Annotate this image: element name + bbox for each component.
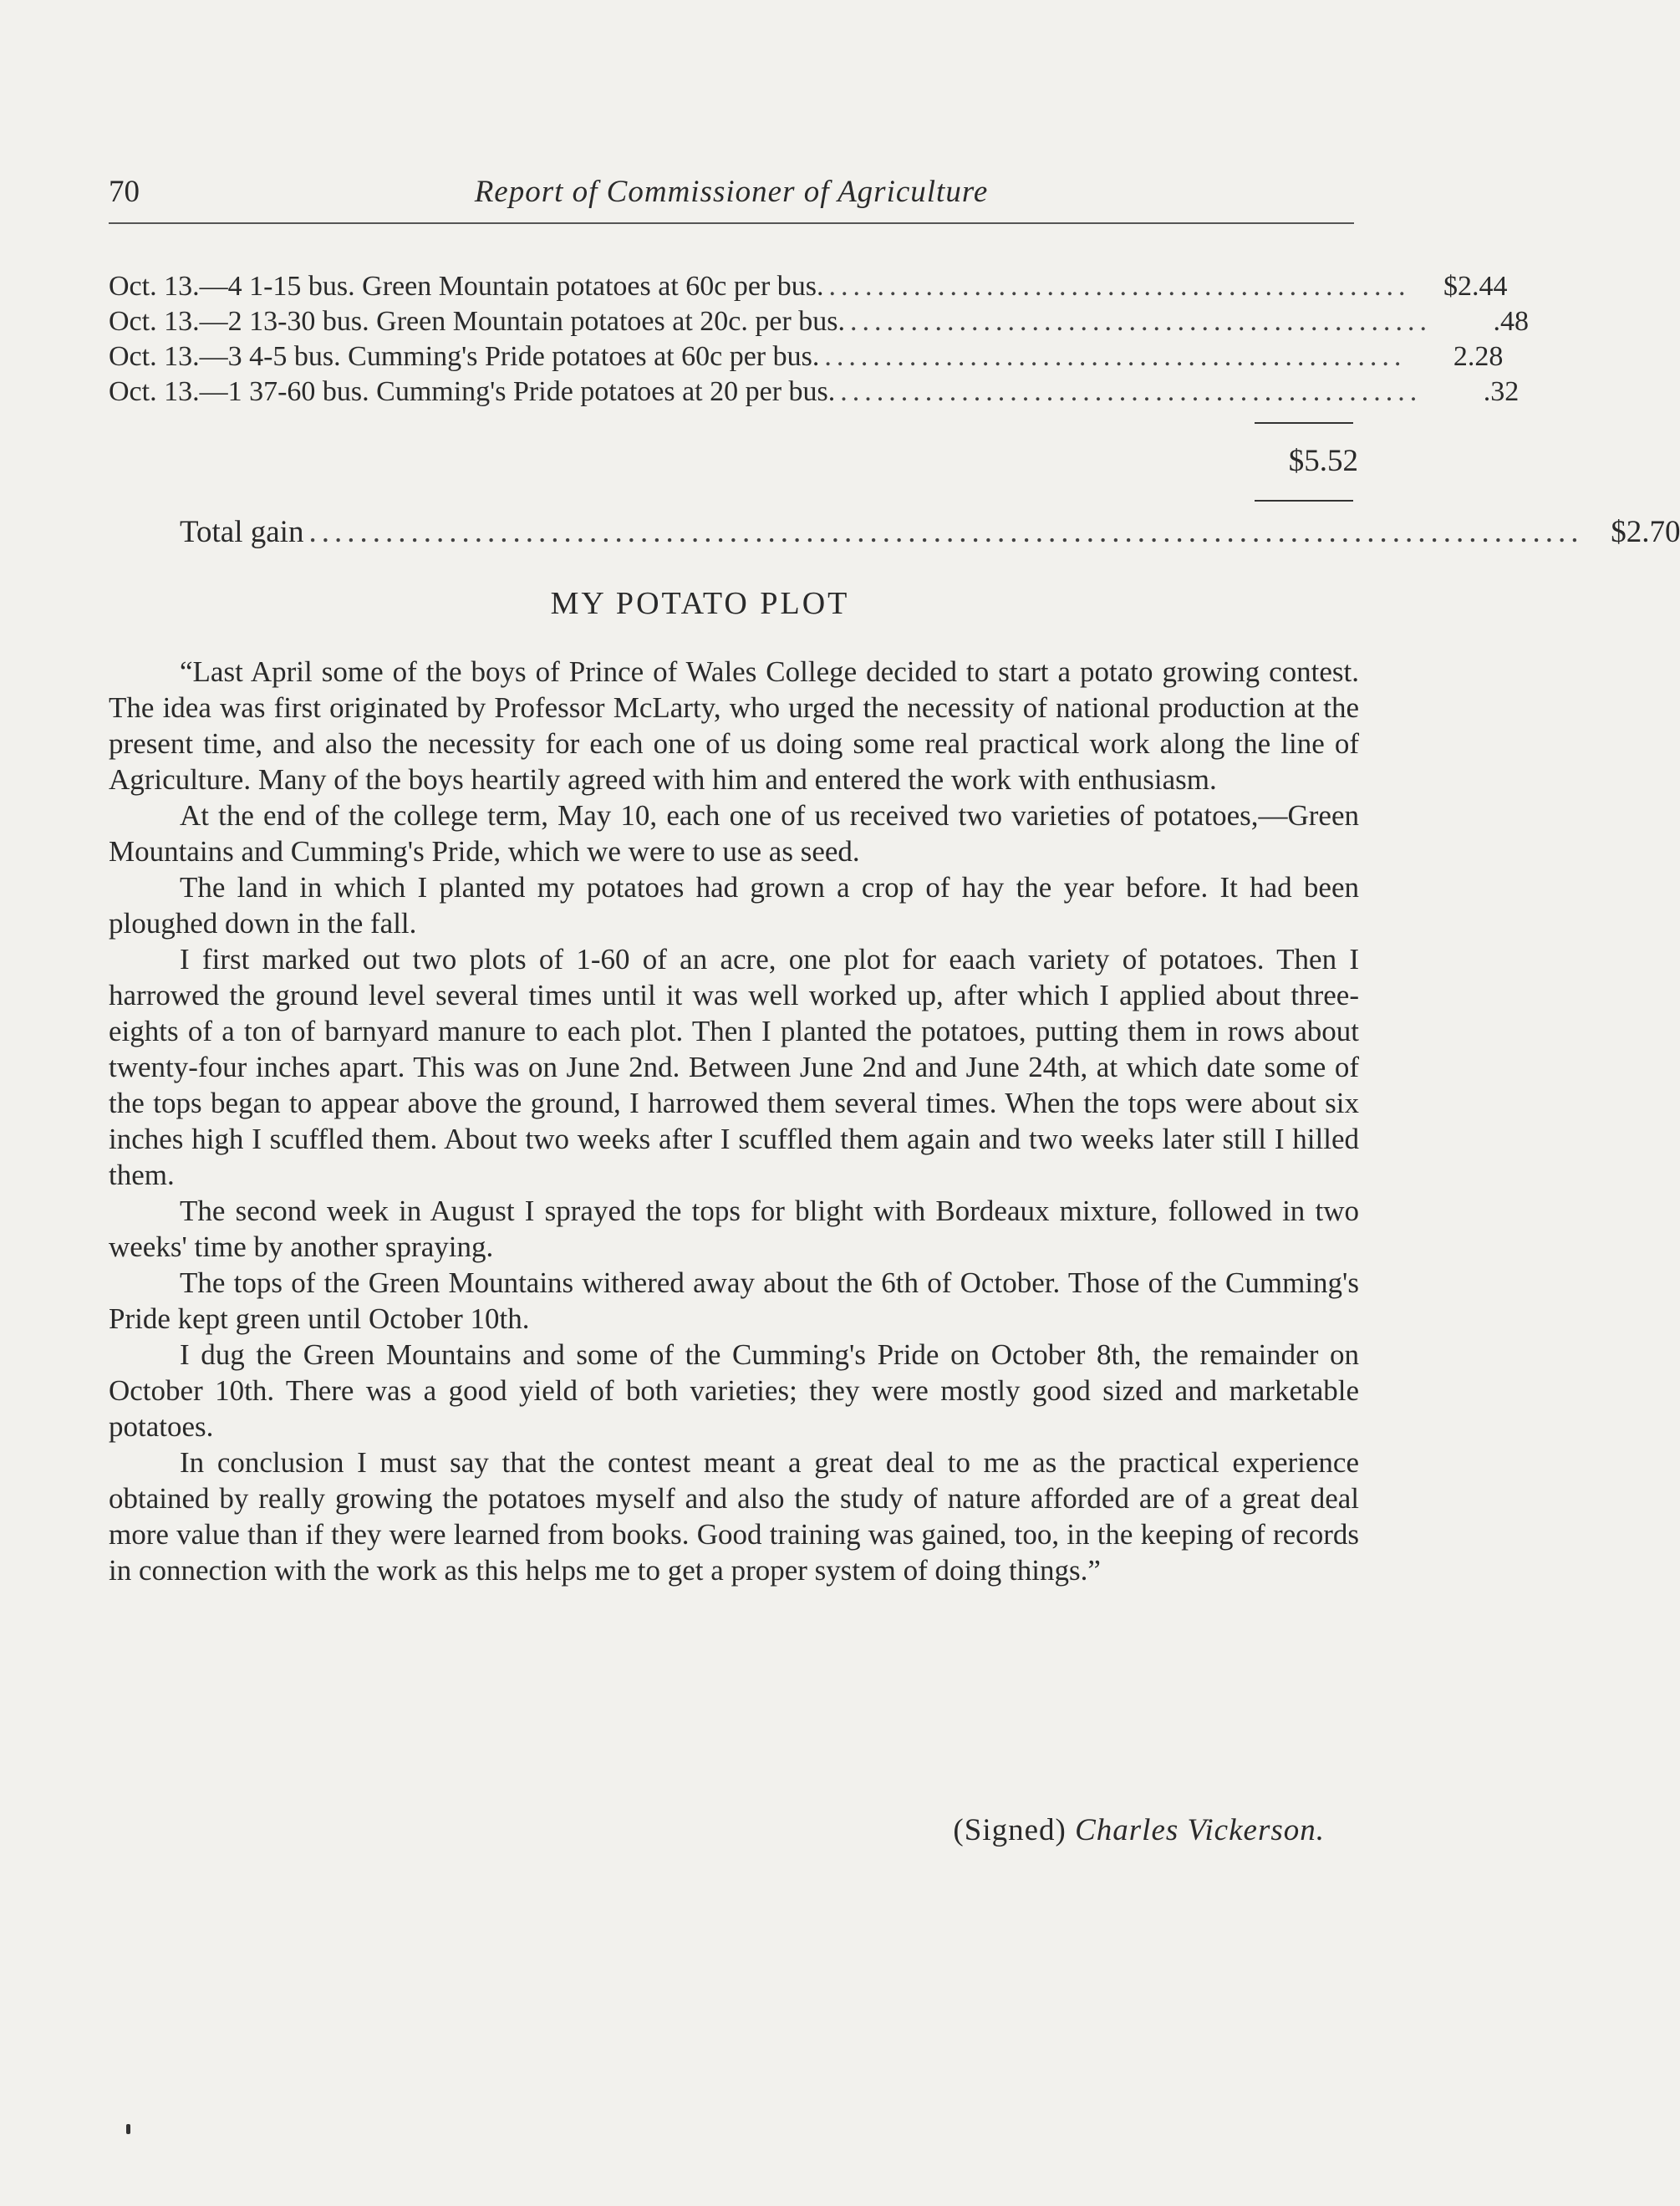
ledger-table (109, 269, 1529, 410)
paragraph: The tops of the Green Mountains withered away about the 6th of October. Those of the Cumming's Pride kept green until October 10th. (109, 1266, 1359, 1335)
page-mark (126, 2124, 130, 2134)
leader-dots: ................................................ (828, 271, 1411, 302)
article-body (109, 654, 1359, 1588)
running-title: Report of Commissioner of Agriculture (474, 175, 989, 209)
ledger-row (109, 374, 1520, 410)
signature-name: Charles Vickerson. (1075, 1813, 1325, 1847)
ledger-description: Oct. 13.—1 37-60 bus. Cumming's Pride potatoes at 20 per bus. (109, 376, 836, 407)
ledger-description: Oct. 13.—3 4-5 bus. Cumming's Pride potatoes at 60c per bus. (109, 341, 820, 372)
ledger-row (109, 339, 1504, 374)
paragraph: I dug the Green Mountains and some of the Cumming's Pride on October 8th, the remainder on October 10th. There was a good yield of both varieties; they were mostly good sized and marketable potatoes. (109, 1338, 1359, 1443)
paragraph: I first marked out two plots of 1-60 of an acre, one plot for eaach variety of potatoes. Then I harrowed the ground level several times until it was well worked up, after which I applied about three-eights of a ton of barnyard manure to each plot. Then I planted the potatoes, putting them in rows about twenty-four inches apart. This was on June 2nd. Between June 2nd and June 24th, at which date some of the tops began to appear above the ground, I harrowed them several times. When the tops were about six inches high I scuffled them. About two weeks after I scuffled them again and two weeks later still I hilled them. (109, 943, 1359, 1191)
leader-dots: ................................................ (850, 306, 1432, 337)
subtotal-amount: $5.52 (1288, 444, 1358, 478)
paragraph: At the end of the college term, May 10, each one of us received two varieties of potatoes,—Green Mountains and Cumming's Pride, which we were to use as seed. (109, 799, 1359, 868)
ledger-amount: $2.44 (1443, 271, 1508, 302)
subtotal-rule (1255, 422, 1353, 424)
paragraph: “Last April some of the boys of Prince of Wales College decided to start a potato growing contest. The idea was first originated by Professor McLarty, who urged the necessity of national production at the present time, and also the necessity for each one of us doing some real practical work along the line of Agriculture. Many of the boys heartily agreed with him and entered the work with enthusiasm. (109, 655, 1359, 796)
total-gain-label: Total gain (180, 515, 304, 549)
paragraph: The second week in August I sprayed the tops for blight with Bordeaux mixture, followed in two weeks' time by another spraying. (109, 1195, 1359, 1263)
ledger-description: Oct. 13.—4 1-15 bus. Green Mountain potatoes at 60c per bus. (109, 271, 824, 302)
leader-dots: ................................................ (824, 341, 1407, 372)
section-title: MY POTATO PLOT (550, 586, 850, 621)
signature (953, 1812, 1325, 1848)
total-rule (1255, 500, 1353, 502)
ledger-description: Oct. 13.—2 13-30 bus. Green Mountain potatoes at 20c. per bus. (109, 306, 845, 337)
ledger-amount: 2.28 (1453, 341, 1504, 372)
paragraph: In conclusion I must say that the contest meant a great deal to me as the practical experience obtained by really growing the potatoes myself and also the study of nature afforded are of a great deal more value than if they were learned from books. Good training was gained, too, in the keeping of records in connection with the work as this helps me to get a proper system of doing things.” (109, 1446, 1359, 1587)
signature-prefix: (Signed) (953, 1813, 1067, 1847)
paragraph: The land in which I planted my potatoes had grown a crop of hay the year before. It had been ploughed down in the fall. (109, 871, 1359, 940)
total-gain-row (180, 515, 1680, 550)
ledger-row (109, 304, 1529, 339)
page-header (109, 174, 1354, 224)
ledger-amount: .48 (1493, 306, 1529, 337)
leader-dots: ................................................ (840, 376, 1423, 407)
leader-dots: .................................................................................................... (308, 515, 1584, 549)
total-gain-amount: $2.70 (1611, 515, 1680, 549)
page-number: 70 (109, 175, 140, 209)
header-rule (109, 222, 1354, 224)
ledger-amount: .32 (1483, 376, 1520, 407)
ledger-row (109, 269, 1508, 304)
